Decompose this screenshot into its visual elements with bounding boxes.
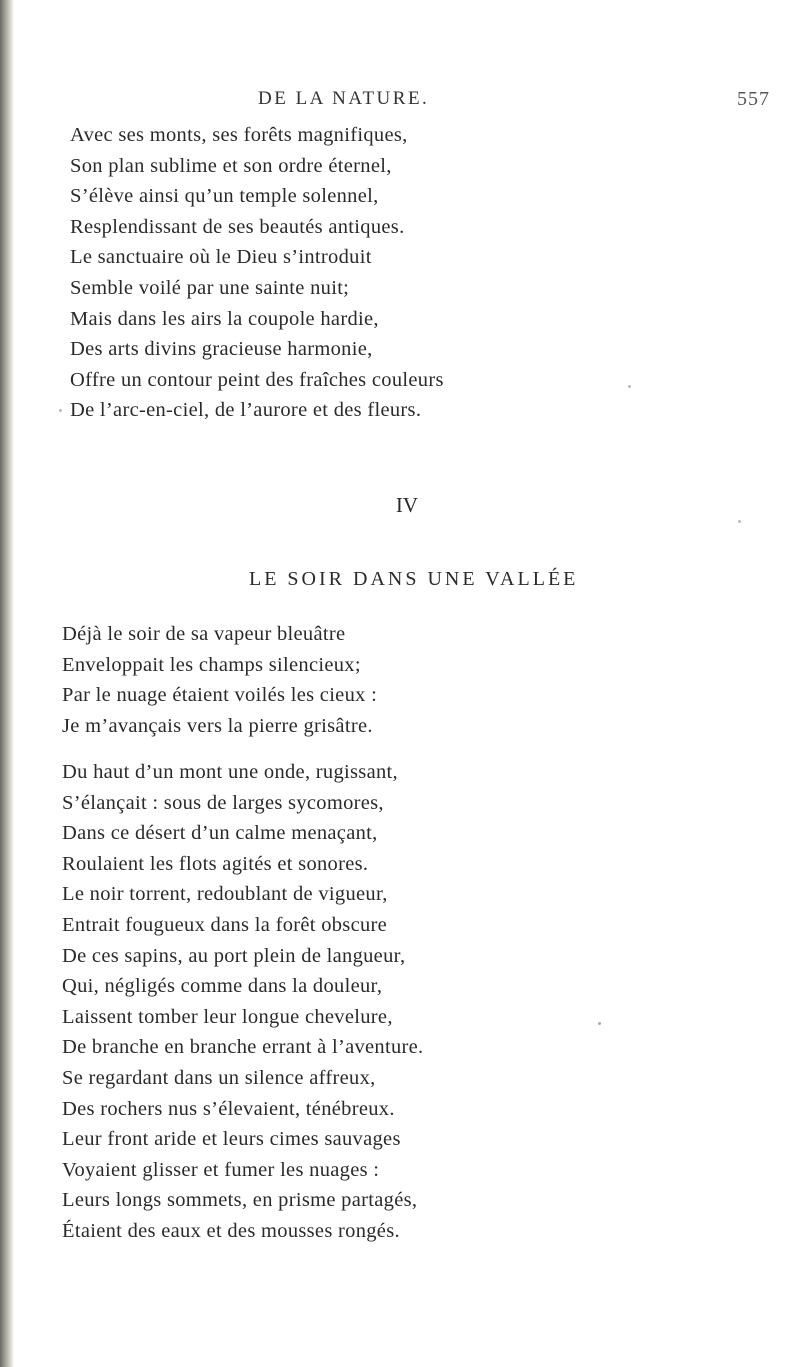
verse-line: Des arts divins gracieuse harmonie,: [70, 338, 373, 361]
verse-line: De ces sapins, au port plein de langueur,: [62, 944, 406, 967]
verse-line: Par le nuage étaient voilés les cieux :: [62, 684, 378, 707]
verse-line: Se regardant dans un silence affreux,: [62, 1066, 376, 1089]
verse-line: Avec ses monts, ses forêts magnifiques,: [70, 124, 408, 146]
verse-line: Mais dans les airs la coupole hardie,: [70, 307, 379, 330]
verse-line: Déjà le soir de sa vapeur bleuâtre: [62, 623, 346, 645]
verse-line: Resplendissant de ses beautés antiques.: [70, 215, 405, 238]
paper-speck: [598, 1022, 601, 1025]
verse-line: De branche en branche errant à l’aventure.: [62, 1036, 424, 1059]
verse-line: Voyaient glisser et fumer les nuages :: [62, 1158, 380, 1181]
verse-line: Laissent tomber leur longue chevelure,: [62, 1005, 393, 1028]
stanza-1: [62, 120, 444, 426]
running-head: DE LA NATURE.: [258, 88, 430, 109]
paper-speck: [738, 520, 741, 523]
verse-line: Du haut d’un mont une onde, rugissant,: [62, 761, 398, 783]
section-number: IV: [395, 493, 419, 517]
page-binding-edge: [0, 0, 14, 1367]
section-title: LE SOIR DANS UNE VALLÉE: [249, 568, 579, 590]
verse-line: De l’arc-en-ciel, de l’aurore et des fleurs.: [70, 399, 422, 422]
verse-line: S’élançait : sous de larges sycomores,: [62, 791, 384, 814]
verse-line: Dans ce désert d’un calme menaçant,: [62, 822, 378, 845]
verse-line: Offre un contour peint des fraîches couleurs: [70, 368, 444, 391]
verse-line: S’élève ainsi qu’un temple solennel,: [70, 185, 379, 208]
verse-line: Son plan sublime et son ordre éternel,: [70, 154, 392, 177]
stanza-3: [62, 757, 423, 1247]
paper-speck: [59, 409, 62, 412]
verse-line: Le noir torrent, redoublant de vigueur,: [62, 883, 388, 906]
verse-line: Leurs longs sommets, en prisme partagés,: [62, 1189, 418, 1212]
verse-line: Semble voilé par une sainte nuit;: [70, 276, 350, 299]
stanza-2: [62, 619, 377, 741]
verse-line: Enveloppait les champs silencieux;: [62, 653, 361, 676]
verse-line: Étaient des eaux et des mousses rongés.: [62, 1219, 400, 1242]
verse-line: Entrait fougueux dans la forêt obscure: [62, 913, 388, 936]
verse-line: Leur front aride et leurs cimes sauvages: [62, 1128, 401, 1151]
verse-line: Je m’avançais vers la pierre grisâtre.: [62, 714, 373, 737]
paper-speck: [628, 385, 631, 388]
page-number: 557: [737, 88, 770, 110]
verse-line: Roulaient les flots agités et sonores.: [62, 852, 369, 875]
verse-line: Des rochers nus s’élevaient, ténébreux.: [62, 1097, 395, 1120]
verse-line: Qui, négligés comme dans la douleur,: [62, 975, 383, 998]
verse-line: Le sanctuaire où le Dieu s’introduit: [70, 246, 372, 269]
